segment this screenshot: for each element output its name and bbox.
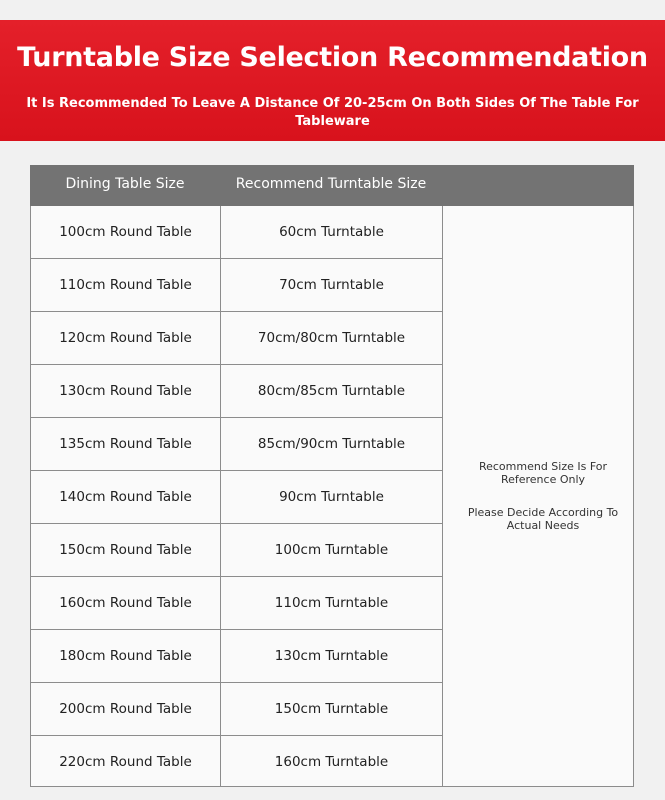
page-subtitle: It Is Recommended To Leave A Distance Of 20-25cm On Both Sides Of The Table For Tableware bbox=[26, 96, 639, 129]
turntable-size-cell: 130cm Turntable bbox=[221, 630, 443, 682]
table-row bbox=[31, 736, 443, 787]
table-row bbox=[31, 471, 443, 524]
turntable-size-cell: 85cm/90cm Turntable bbox=[221, 418, 443, 470]
table-row bbox=[31, 312, 443, 365]
table-header bbox=[30, 165, 634, 206]
reference-note bbox=[451, 206, 635, 786]
table-size-cell: 140cm Round Table bbox=[31, 471, 221, 523]
turntable-size-cell: 90cm Turntable bbox=[221, 471, 443, 523]
note-actual-needs: Please Decide According To Actual Needs bbox=[467, 506, 619, 532]
column-header-recommend-turntable-size: Recommend Turntable Size bbox=[235, 176, 427, 192]
table-size-cell: 160cm Round Table bbox=[31, 577, 221, 629]
note-reference-only: Recommend Size Is For Reference Only bbox=[478, 460, 608, 486]
table-size-cell: 130cm Round Table bbox=[31, 365, 221, 417]
turntable-size-cell: 110cm Turntable bbox=[221, 577, 443, 629]
table-size-cell: 200cm Round Table bbox=[31, 683, 221, 735]
turntable-size-cell: 70cm/80cm Turntable bbox=[221, 312, 443, 364]
turntable-size-cell: 100cm Turntable bbox=[221, 524, 443, 576]
turntable-size-cell: 160cm Turntable bbox=[221, 736, 443, 787]
page-title: Turntable Size Selection Recommendation bbox=[17, 42, 648, 73]
table-size-cell: 180cm Round Table bbox=[31, 630, 221, 682]
table-row bbox=[31, 365, 443, 418]
table-size-cell: 220cm Round Table bbox=[31, 736, 221, 787]
header-banner bbox=[0, 20, 665, 141]
table-row bbox=[31, 577, 443, 630]
turntable-size-cell: 150cm Turntable bbox=[221, 683, 443, 735]
table-row bbox=[31, 683, 443, 736]
table-row bbox=[31, 524, 443, 577]
turntable-size-cell: 80cm/85cm Turntable bbox=[221, 365, 443, 417]
table-size-cell: 135cm Round Table bbox=[31, 418, 221, 470]
table-size-cell: 150cm Round Table bbox=[31, 524, 221, 576]
table-row bbox=[31, 259, 443, 312]
table-row bbox=[31, 206, 443, 259]
size-table bbox=[30, 165, 634, 787]
table-size-cell: 100cm Round Table bbox=[31, 206, 221, 258]
turntable-size-cell: 70cm Turntable bbox=[221, 259, 443, 311]
table-size-cell: 110cm Round Table bbox=[31, 259, 221, 311]
table-row bbox=[31, 418, 443, 471]
table-row bbox=[31, 630, 443, 683]
table-size-cell: 120cm Round Table bbox=[31, 312, 221, 364]
column-header-dining-table-size: Dining Table Size bbox=[65, 176, 185, 192]
turntable-size-cell: 60cm Turntable bbox=[221, 206, 443, 258]
